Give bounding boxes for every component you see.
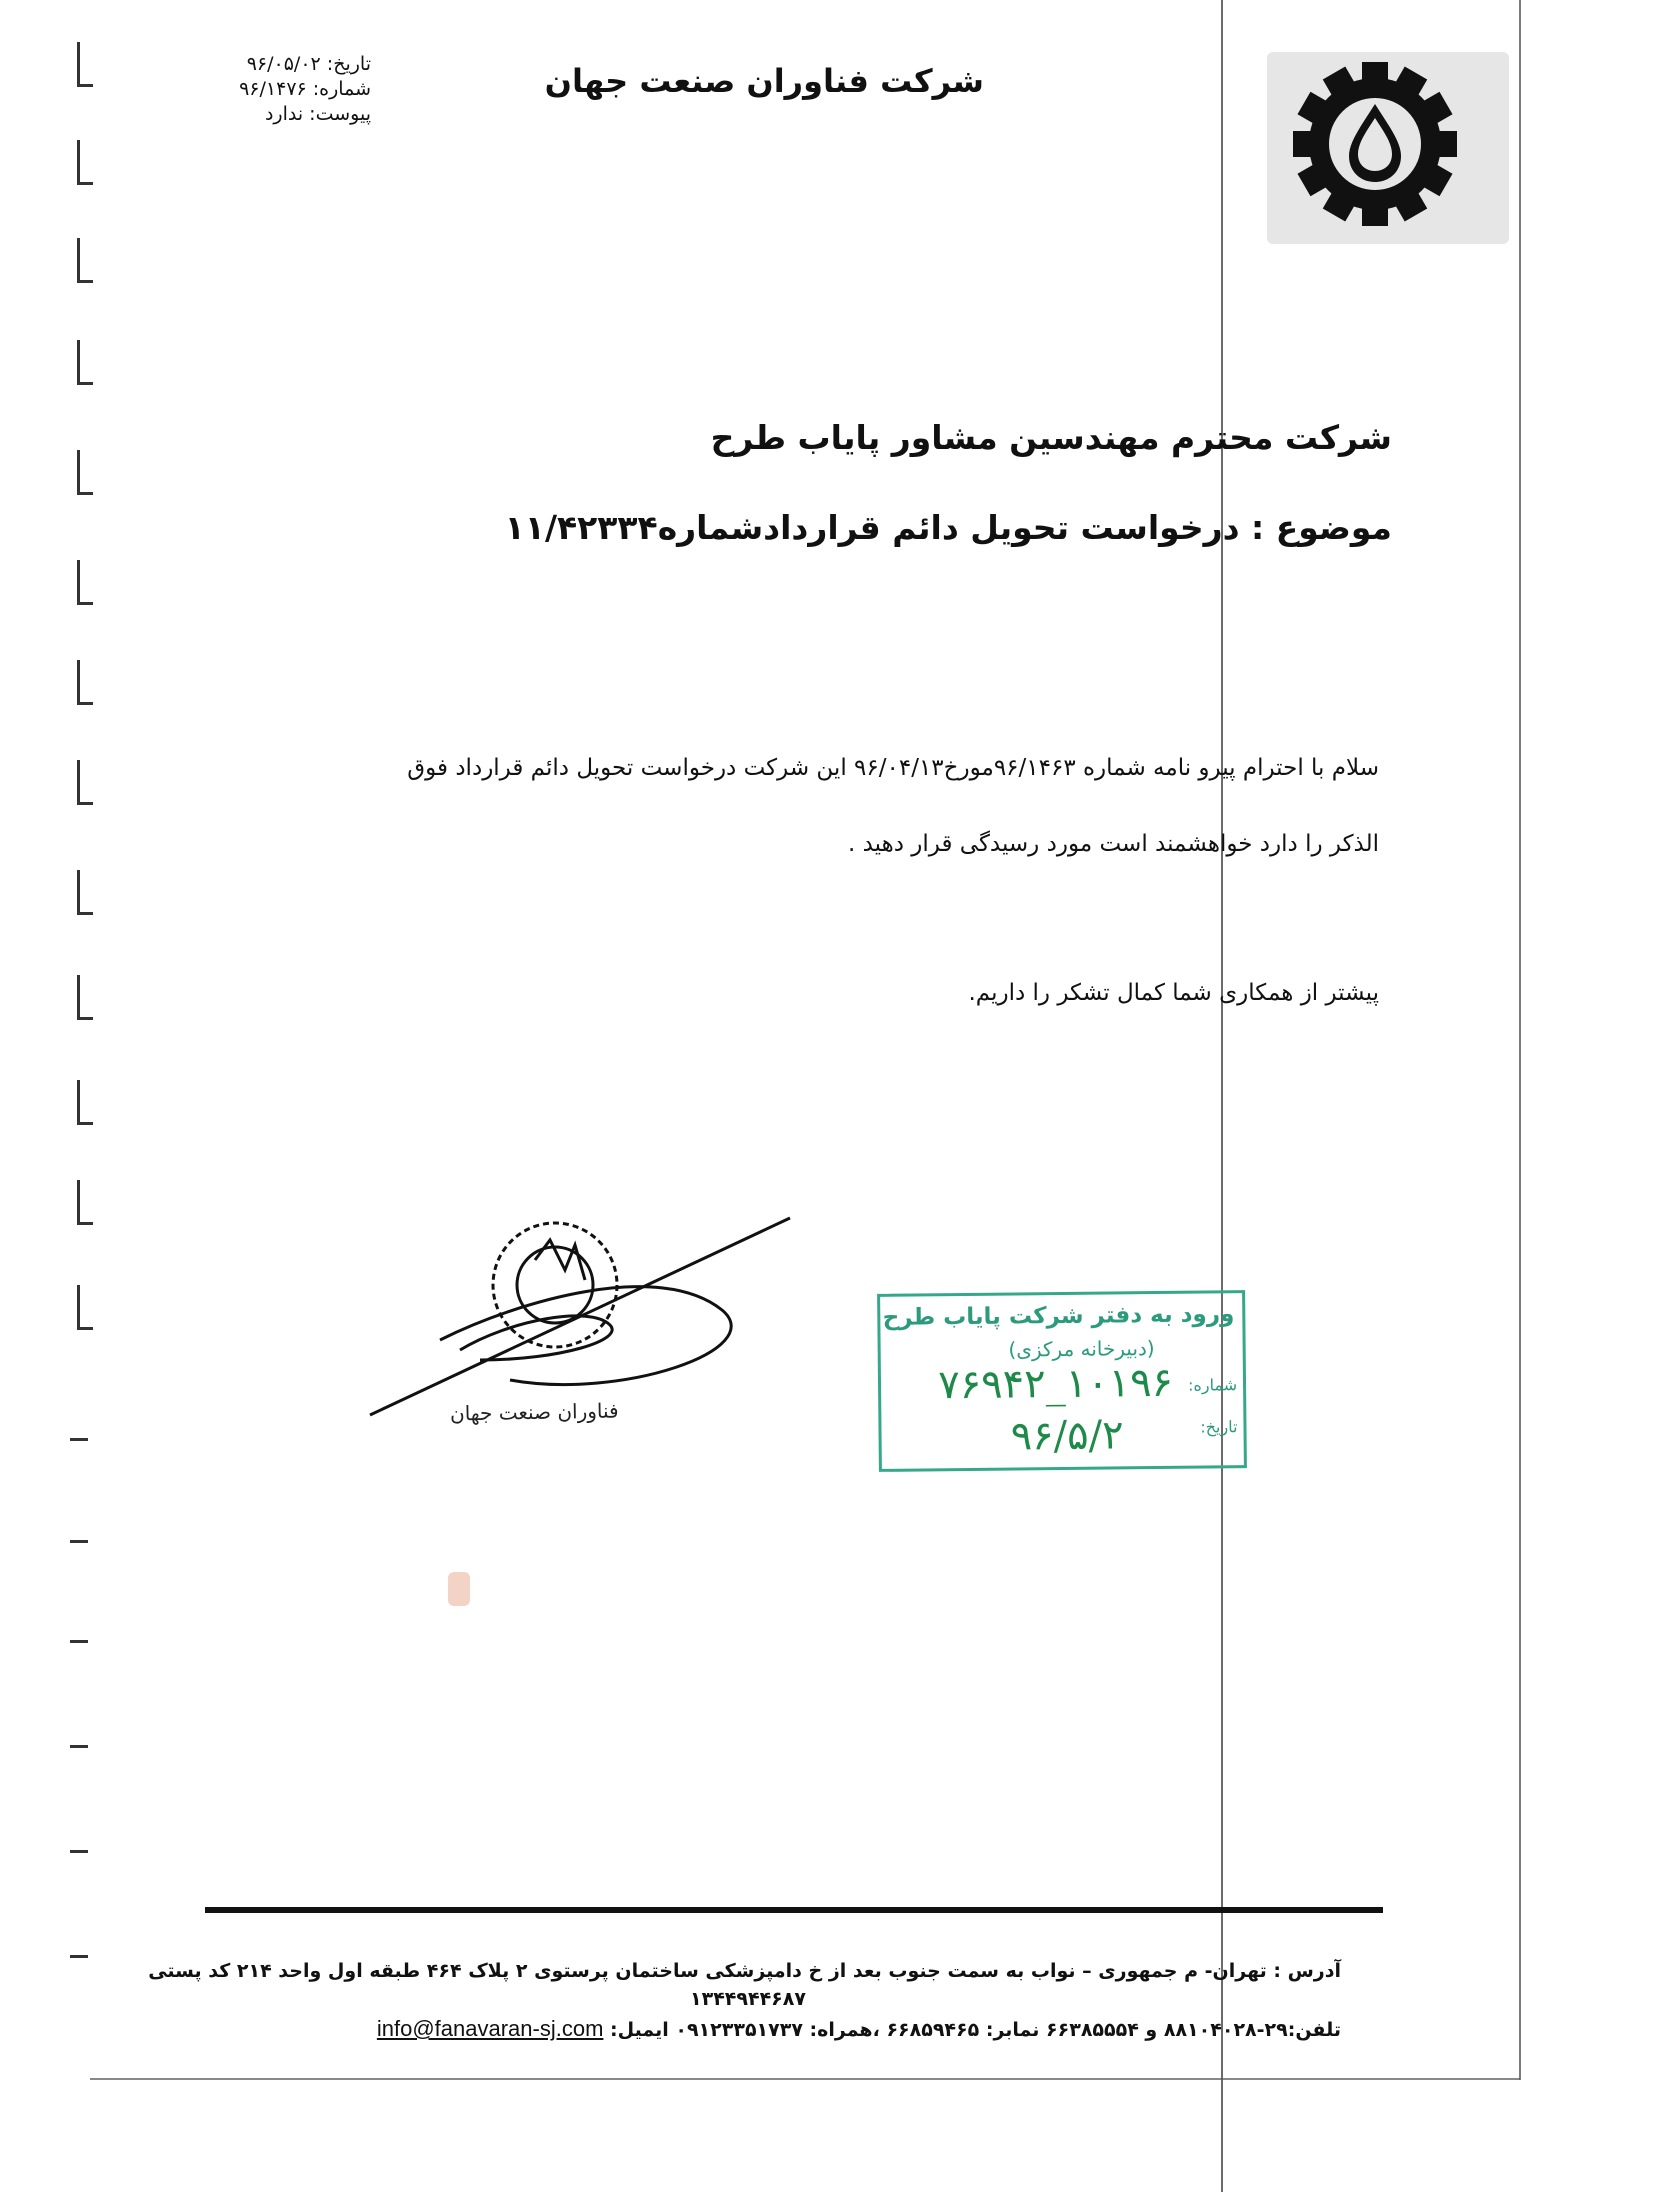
subject-line: موضوع : درخواست تحویل دائم قراردادشماره۱۱/۴۲۳۳۴ (504, 508, 1392, 547)
binder-hole-mark (66, 450, 92, 500)
letter-attachment: پیوست: ندارد (264, 103, 371, 125)
letter-date: تاریخ: ۹۶/۰۵/۰۲ (246, 53, 371, 75)
footer-address: آدرس : تهران- م جمهوری – نواب به سمت جنوب بعد از خ دامپزشکی ساختمان پرستوی ۲ پلاک ۴۶۴ طبقه اول واحد ۲۱۴ کد پستی (148, 1960, 1341, 1982)
footer-divider (205, 1907, 1383, 1913)
footer-email-link[interactable]: info@fanavaran-sj.com (376, 2016, 604, 2041)
binder-hole-mark (66, 560, 92, 610)
stamp-number-label: شماره: (1187, 1375, 1238, 1395)
stamp-title: ورود به دفتر شرکت پایاب طرح (882, 1301, 1235, 1331)
closing-line: پیشتر از همکاری شما کمال تشکر را داریم. (968, 980, 1379, 1006)
letter-body (189, 730, 1379, 882)
company-logo (1267, 52, 1509, 244)
binder-hole-mark (66, 140, 92, 190)
receipt-stamp (877, 1290, 1247, 1472)
binder-hole-mark (66, 1180, 92, 1230)
binder-hole-mark (66, 870, 92, 920)
footer-phones: تلفن:۲۹-۸۸۱۰۴۰۲۸ و ۶۶۳۸۵۵۵۴ نمابر: ۶۶۸۵۹۴۶۵ ،همراه: ۰۹۱۲۳۳۵۱۷۳۷ ایمیل: (610, 2019, 1341, 2041)
margin-dash (70, 1745, 88, 1748)
binder-hole-mark (66, 340, 92, 390)
stamp-date-value: ۹۶/۵/۲ (1010, 1412, 1124, 1460)
letter-meta (239, 52, 371, 127)
company-name: شرکت فناوران صنعت جهان (544, 62, 984, 100)
stamp-number-value: ۱۰۱۹۶_۷۶۹۴۲ (937, 1359, 1174, 1409)
stamp-date-label: تاریخ: (1200, 1417, 1238, 1437)
margin-dash (70, 1955, 88, 1958)
margin-dash (70, 1438, 88, 1441)
binder-hole-mark (66, 1285, 92, 1335)
footer-postal-code: ۱۳۴۴۹۴۴۶۸۷ (690, 1988, 806, 2010)
page-bottom-edge (90, 2078, 1520, 2080)
body-line: الذکر را دارد خواهشمند است مورد رسیدگی قرار دهید . (847, 831, 1379, 857)
letter-number: شماره: ۹۶/۱۴۷۶ (239, 78, 371, 100)
binder-hole-mark (66, 42, 92, 92)
footer-contact (377, 2016, 1341, 2042)
ink-smudge (448, 1572, 470, 1606)
margin-dash (70, 1640, 88, 1643)
recipient: شرکت محترم مهندسین مشاور پایاب طرح (710, 418, 1392, 457)
body-line: سلام با احترام پیرو نامه شماره ۹۶/۱۴۶۳مورخ۹۶/۰۴/۱۳ این شرکت درخواست تحویل دائم قرارداد فوق (407, 755, 1379, 781)
binder-hole-mark (66, 660, 92, 710)
margin-dash (70, 1850, 88, 1853)
binder-hole-mark (66, 1080, 92, 1130)
binder-hole-mark (66, 760, 92, 810)
scan-fold-line (1221, 0, 1223, 2192)
binder-hole-mark (66, 975, 92, 1025)
signature-caption: فناوران صنعت جهان (449, 1398, 619, 1426)
binder-hole-mark (66, 238, 92, 288)
gear-drop-logo-icon (1267, 52, 1509, 244)
page-right-edge (1519, 0, 1521, 2080)
margin-dash (70, 1540, 88, 1543)
stamp-subtitle: (دبیرخانه مرکزی) (1008, 1336, 1155, 1362)
